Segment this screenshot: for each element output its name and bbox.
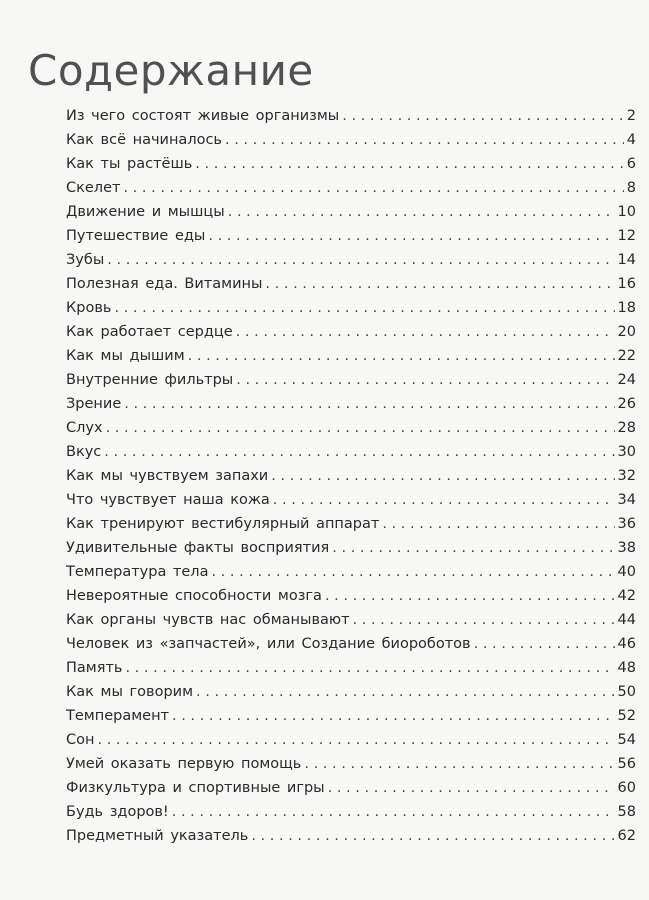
toc-entry-title: Температура тела	[66, 564, 209, 580]
toc-entry-page: 26	[617, 396, 636, 412]
toc-entry	[66, 464, 636, 488]
dot-leader	[172, 800, 615, 824]
dot-leader	[236, 368, 614, 392]
dot-leader	[211, 560, 614, 584]
dot-leader	[225, 128, 624, 152]
toc-entry-page: 16	[617, 276, 636, 292]
toc-entry	[66, 752, 636, 776]
toc-entry	[66, 224, 636, 248]
toc-entry	[66, 104, 636, 128]
dot-leader	[236, 320, 615, 344]
toc-entry	[66, 392, 636, 416]
dot-leader	[332, 536, 614, 560]
toc-entry-title: Движение и мышцы	[66, 204, 225, 220]
toc-entry-page: 40	[617, 564, 636, 580]
toc-entry-title: Путешествие еды	[66, 228, 206, 244]
dot-leader	[196, 680, 615, 704]
toc-entry-title: Сон	[66, 732, 95, 748]
toc-entry-page: 6	[626, 156, 636, 172]
toc-entry-title: Кровь	[66, 300, 112, 316]
toc-entry-page: 18	[617, 300, 636, 316]
toc-entry	[66, 368, 636, 392]
toc-entry	[66, 440, 636, 464]
toc-entry	[66, 152, 636, 176]
dot-leader	[104, 440, 614, 464]
dot-leader	[382, 512, 614, 536]
dot-leader	[271, 464, 614, 488]
dot-leader	[353, 608, 615, 632]
toc-entry-page: 36	[617, 516, 636, 532]
dot-leader	[114, 296, 614, 320]
toc-entry	[66, 488, 636, 512]
toc-entry-title: Темперамент	[66, 708, 169, 724]
toc-entry	[66, 728, 636, 752]
toc-entry-page: 48	[617, 660, 636, 676]
dot-leader	[97, 728, 614, 752]
dot-leader	[325, 584, 615, 608]
toc-entry-title: Память	[66, 660, 123, 676]
toc-entry-page: 62	[617, 828, 636, 844]
toc-entry	[66, 656, 636, 680]
toc-entry	[66, 248, 636, 272]
toc-entry	[66, 512, 636, 536]
toc-entry-page: 22	[617, 348, 636, 364]
dot-leader	[474, 632, 615, 656]
toc-entry-page: 44	[617, 612, 636, 628]
page-title: Содержание	[28, 46, 314, 96]
toc-entry-page: 32	[617, 468, 636, 484]
toc-entry	[66, 560, 636, 584]
toc-entry-title: Вкус	[66, 444, 102, 460]
toc-entry-title: Как мы дышим	[66, 348, 185, 364]
toc-entry-title: Зрение	[66, 396, 122, 412]
toc-entry	[66, 800, 636, 824]
toc-entry	[66, 320, 636, 344]
toc-entry-title: Что чувствует наша кожа	[66, 492, 270, 508]
dot-leader	[124, 392, 614, 416]
toc-entry-title: Скелет	[66, 180, 121, 196]
toc-entry-page: 24	[617, 372, 636, 388]
toc-entry-page: 4	[626, 132, 636, 148]
toc-entry-page: 2	[626, 108, 636, 124]
toc-entry-page: 8	[626, 180, 636, 196]
toc-entry	[66, 632, 636, 656]
toc-entry-title: Как мы чувствуем запахи	[66, 468, 269, 484]
dot-leader	[107, 248, 614, 272]
toc-entry-page: 56	[617, 756, 636, 772]
toc-entry-page: 50	[617, 684, 636, 700]
toc-entry	[66, 128, 636, 152]
dot-leader	[328, 776, 615, 800]
toc-entry-title: Зубы	[66, 252, 105, 268]
toc-entry-page: 10	[617, 204, 636, 220]
toc-entry	[66, 200, 636, 224]
dot-leader	[188, 344, 615, 368]
toc-entry-title: Полезная еда. Витамины	[66, 276, 263, 292]
toc-entry-page: 14	[617, 252, 636, 268]
dot-leader	[172, 704, 615, 728]
toc-entry-title: Как органы чувств нас обманывают	[66, 612, 350, 628]
toc-entry	[66, 344, 636, 368]
dot-leader	[106, 416, 615, 440]
toc-entry	[66, 296, 636, 320]
toc-entry-page: 12	[617, 228, 636, 244]
dot-leader	[273, 488, 615, 512]
dot-leader	[208, 224, 614, 248]
toc-entry	[66, 584, 636, 608]
toc-entry-page: 54	[617, 732, 636, 748]
toc-entry-page: 38	[617, 540, 636, 556]
toc-entry-page: 58	[617, 804, 636, 820]
toc-entry-title: Невероятные способности мозга	[66, 588, 322, 604]
toc-entry-page: 28	[617, 420, 636, 436]
dot-leader	[304, 752, 614, 776]
toc-entry-title: Как работает сердце	[66, 324, 233, 340]
dot-leader	[342, 104, 624, 128]
toc-entry-page: 42	[617, 588, 636, 604]
table-of-contents	[66, 104, 636, 848]
toc-entry-page: 52	[617, 708, 636, 724]
dot-leader	[228, 200, 615, 224]
dot-leader	[195, 152, 623, 176]
toc-entry	[66, 704, 636, 728]
toc-entry-title: Из чего состоят живые организмы	[66, 108, 340, 124]
toc-entry-page: 46	[617, 636, 636, 652]
toc-entry	[66, 536, 636, 560]
toc-entry	[66, 608, 636, 632]
toc-entry	[66, 680, 636, 704]
dot-leader	[123, 176, 623, 200]
toc-entry	[66, 416, 636, 440]
toc-entry-title: Будь здоров!	[66, 804, 169, 820]
dot-leader	[251, 824, 614, 848]
toc-entry-title: Внутренние фильтры	[66, 372, 234, 388]
toc-entry-title: Человек из «запчастей», или Создание биороботов	[66, 636, 471, 652]
toc-entry	[66, 824, 636, 848]
toc-entry-page: 60	[617, 780, 636, 796]
toc-entry-title: Как мы говорим	[66, 684, 194, 700]
toc-entry-title: Удивительные факты восприятия	[66, 540, 330, 556]
toc-entry-title: Умей оказать первую помощь	[66, 756, 302, 772]
toc-entry-title: Предметный указатель	[66, 828, 249, 844]
toc-entry-title: Слух	[66, 420, 103, 436]
toc-entry-page: 30	[617, 444, 636, 460]
toc-entry	[66, 272, 636, 296]
dot-leader	[265, 272, 614, 296]
toc-entry-title: Как всё начиналось	[66, 132, 222, 148]
toc-entry-title: Как тренируют вестибулярный аппарат	[66, 516, 380, 532]
toc-entry	[66, 776, 636, 800]
toc-entry-title: Как ты растёшь	[66, 156, 193, 172]
dot-leader	[125, 656, 614, 680]
toc-entry-title: Физкультура и спортивные игры	[66, 780, 325, 796]
toc-entry-page: 20	[617, 324, 636, 340]
toc-entry	[66, 176, 636, 200]
toc-entry-page: 34	[617, 492, 636, 508]
